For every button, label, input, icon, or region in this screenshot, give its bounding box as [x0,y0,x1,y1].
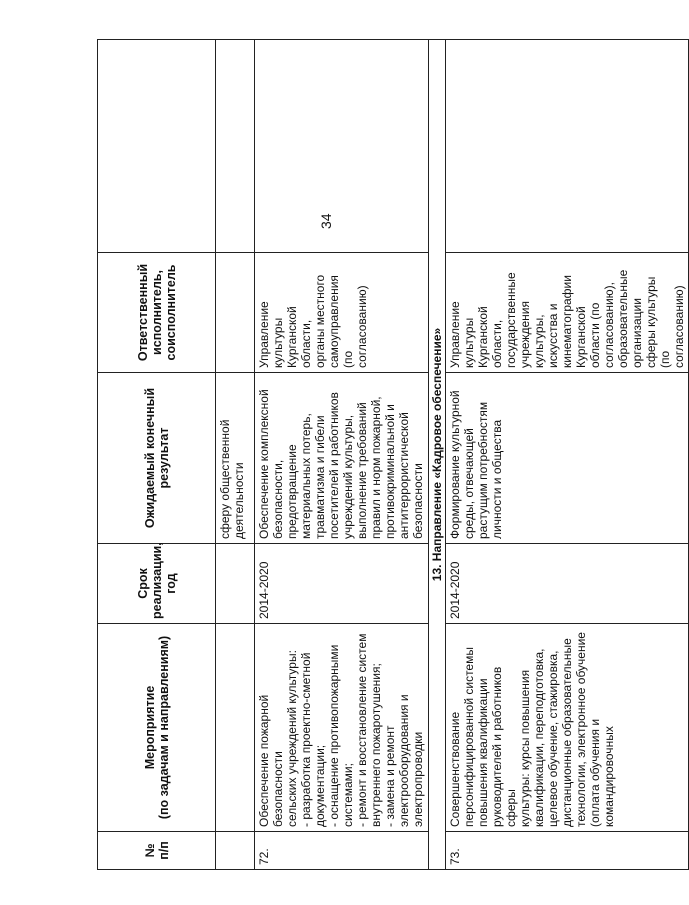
table-header-row [98,40,216,870]
row72-result: Обеспечение комплексной безопасности, предотвращение материальных потерь, травматизма и гибели посетителей и работников учреждений культуры, выполнение требований правил и норм пожарной, противокриминальной и антитеррористической безопасности [255,373,429,544]
table-row-73 [446,40,689,870]
header-result: Ожидаемый конечный результат [98,373,216,544]
row73-term: 2014-2020 [446,544,689,624]
table-row-72 [255,40,429,870]
row73-responsible: Управление культуры Курганской области, государственные учреждения культуры, искусства и кинематографии Курганской области (по согласованию), образовательные организации сферы культуры (по согласованию) [446,253,689,373]
row73-activity: Совершенствование персонифицированной системы повышения квалификации руководителей и работников сферы культуры: курсы повышения квалификации, переподготовка, целевое обучение, стажировка, дистанционные образовательные технологии, электронное обучение (оплата обучения и командировочных [446,624,689,832]
header-activity: Мероприятие (по задачам и направлениям) [98,624,216,832]
header-empty [98,40,216,253]
continuation-result: сферу общественной деятельности [216,373,255,544]
activities-table [97,39,689,870]
row72-activity: Обеспечение пожарной безопасности сельских учреждений культуры: - разработка проектно-сметной документации; - оснащение противопожарными системами; - ремонт и восстановление систем внутреннего пожаротушения; - замена и ремонт электрооборудования и электропроводки [255,624,429,832]
row72-term: 2014-2020 [255,544,429,624]
page-number: 34 [318,213,334,229]
header-num: № п/п [98,832,216,870]
row72-responsible: Управление культуры Курганской области, органы местного самоуправления (по согласованию) [255,253,429,373]
table-row-continuation [216,40,255,870]
row72-num: 72. [255,832,429,870]
section-13-row [429,40,446,870]
row73-result: Формирование культурной среды, отвечающей растущим потребностям личности и общества [446,373,689,544]
rotated-table-container [97,40,686,870]
section-13-title: 13. Направление «Кадровое обеспечение» [429,40,446,870]
header-responsible: Ответственный исполнитель, соисполнитель [98,253,216,373]
row73-num: 73. [446,832,689,870]
header-term: Срок реализации, год [98,544,216,624]
